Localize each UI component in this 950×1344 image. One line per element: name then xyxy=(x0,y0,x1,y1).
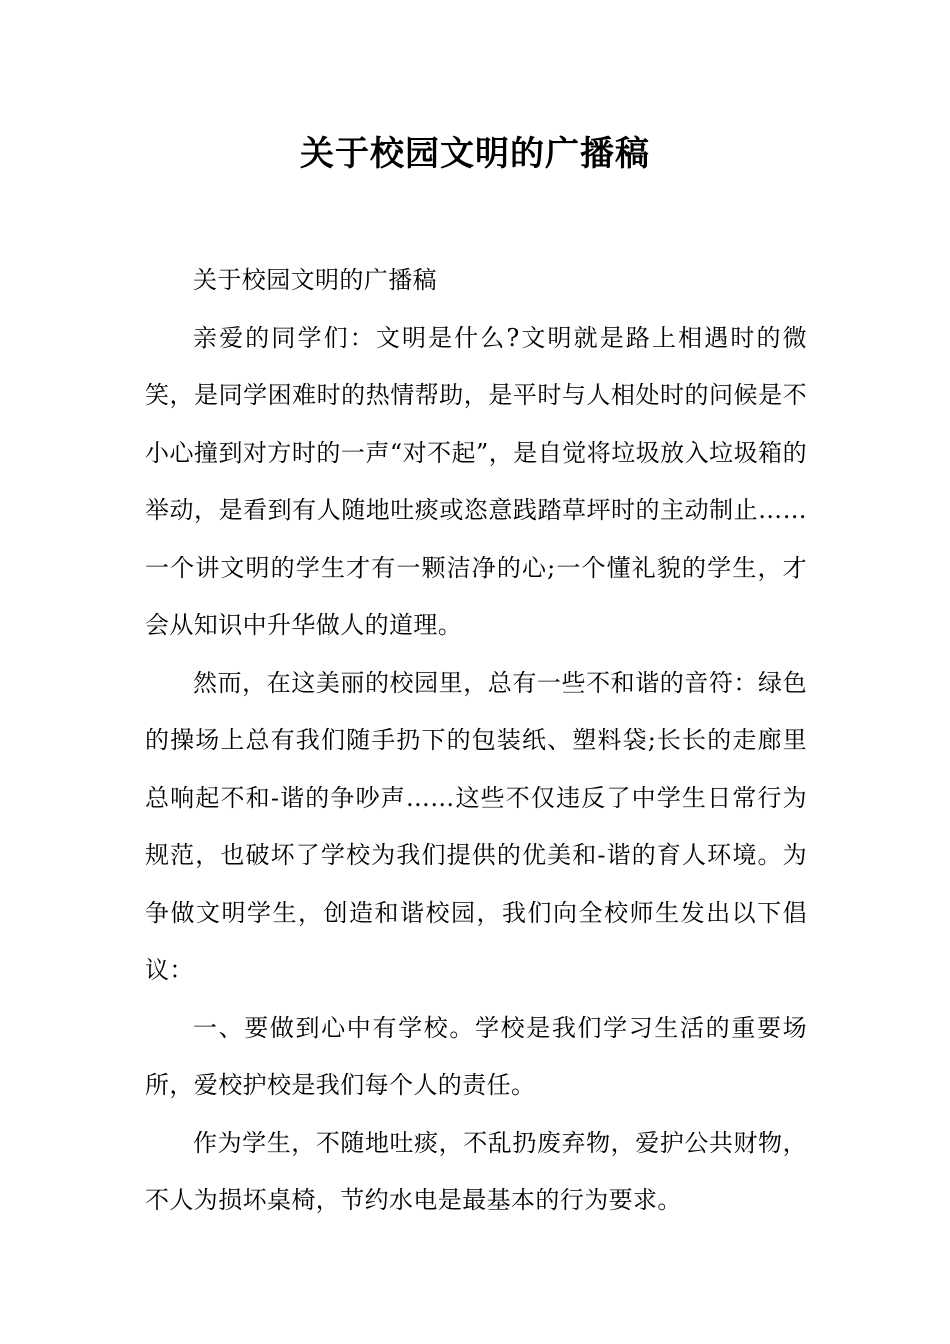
document-title: 关于校园文明的广播稿 xyxy=(300,134,650,174)
paragraph-problem: 然而，在这美丽的校园里，总有一些不和谐的音符：绿色的操场上总有我们随手扔下的包装纸、塑料袋;长长的走廊里总响起不和-谐的争吵声……这些不仅违反了中学生日常行为规范，也破坏了学校为我们提供的优美和-谐的育人环境。为争做文明学生，创造和谐校园，我们向全校师生发出以下倡议： xyxy=(145,668,807,984)
paragraph-greeting: 亲爱的同学们：文明是什么?文明就是路上相遇时的微笑，是同学困难时的热情帮助，是平时与人相处时的问候是不小心撞到对方时的一声“对不起”，是自觉将垃圾放入垃圾箱的举动，是看到有人随地吐痰或恣意践踏草坪时的主动制止……一个讲文明的学生才有一颗洁净的心;一个懂礼貌的学生，才会从知识中升华做人的道理。 xyxy=(145,323,807,639)
document-body xyxy=(145,252,807,1230)
paragraph-student-conduct: 作为学生，不随地吐痰，不乱扔废弃物，爱护公共财物，不人为损坏桌椅，节约水电是最基本的行为要求。 xyxy=(145,1128,807,1214)
paragraph-subtitle: 关于校园文明的广播稿 xyxy=(193,266,437,294)
paragraph-proposal-one: 一、要做到心中有学校。学校是我们学习生活的重要场所，爱校护校是我们每个人的责任。 xyxy=(145,1013,807,1099)
